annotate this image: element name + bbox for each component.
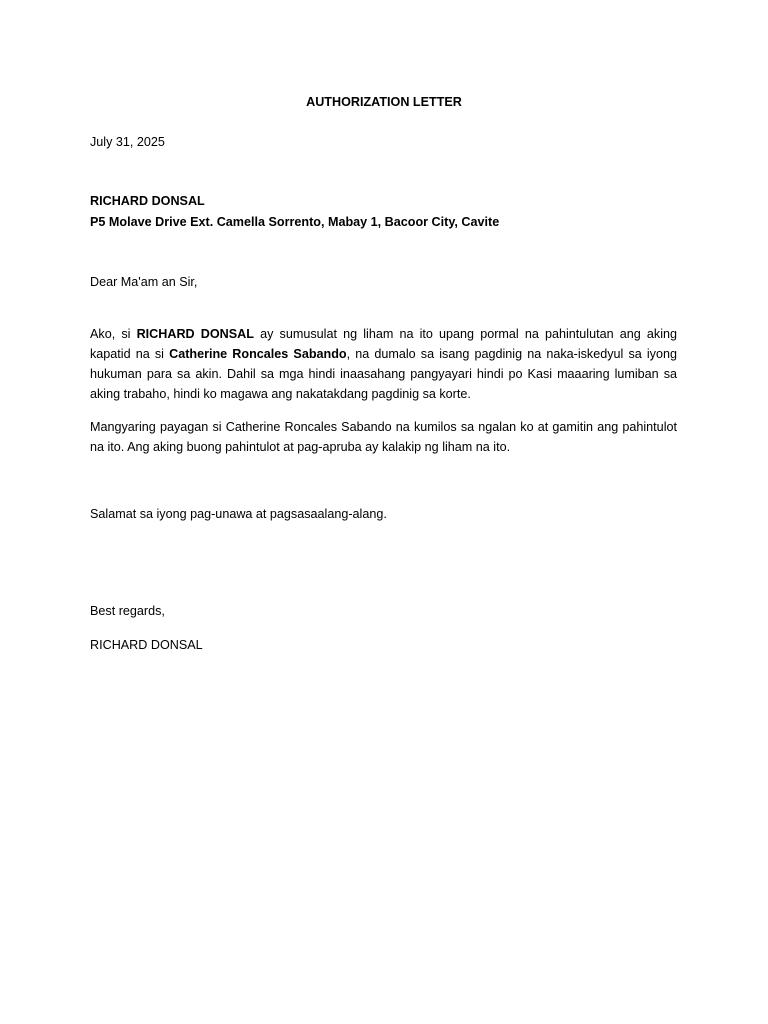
signature-name: RICHARD DONSAL <box>90 638 203 652</box>
authorized-person-bold: Catherine Roncales Sabando <box>169 347 347 361</box>
body-paragraph-2: Mangyaring payagan si Catherine Roncales Sabando na kumilos sa ngalan ko at gamitin ang pahintulot na ito. Ang aking buong pahintulot at pag-apruba ay kalakip ng liham na ito. <box>90 420 677 454</box>
paragraph-1-text: Ako, si <box>90 327 137 341</box>
closing: Best regards, <box>90 604 165 618</box>
body-paragraph-1 <box>90 324 677 404</box>
author-name-bold: RICHARD DONSAL <box>136 327 254 341</box>
paragraph-1-text: , na dumalo sa isang pagdinig na naka-iskedyul sa iyong hukuman para sa akin. Dahil sa mga hindi inaasahang pangyayari hindi po Kasi maaaring lumiban sa aking trabaho, hindi ko magawa ang nakatakdang pagdinig sa korte. <box>90 347 677 401</box>
sender-address: P5 Molave Drive Ext. Camella Sorrento, Mabay 1, Bacoor City, Cavite <box>90 215 500 229</box>
letter-title: AUTHORIZATION LETTER <box>306 95 462 109</box>
sender-name: RICHARD DONSAL <box>90 194 205 208</box>
paragraph-1-text: ay sumusulat ng liham na ito upang pormal na pahintulutan ang aking kapatid na si <box>90 327 677 361</box>
thanks-line: Salamat sa iyong pag-unawa at pagsasaalang-alang. <box>90 507 387 521</box>
letter-date: July 31, 2025 <box>90 135 165 149</box>
salutation: Dear Ma'am an Sir, <box>90 275 198 289</box>
